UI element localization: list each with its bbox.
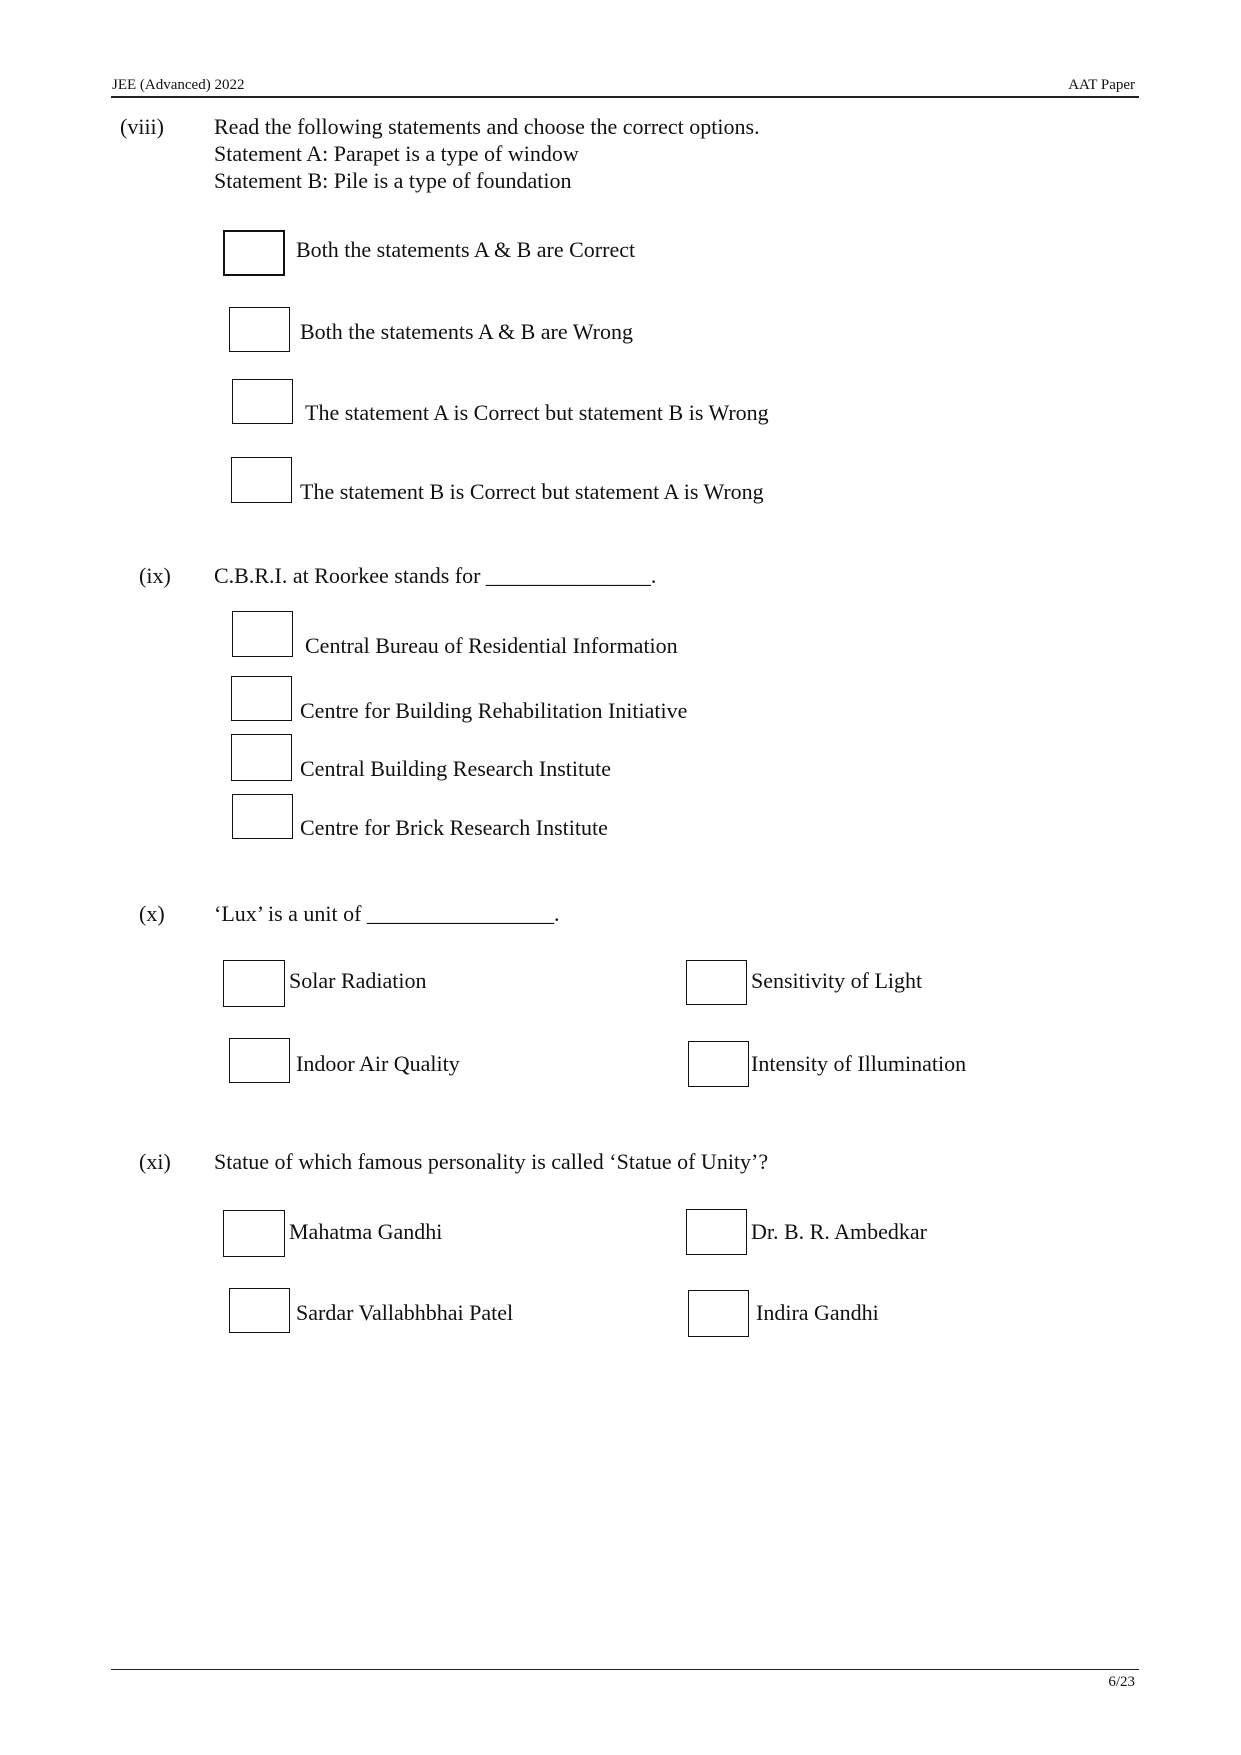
question-text: ‘Lux’ is a unit of _________________. xyxy=(214,901,560,926)
option-checkbox[interactable] xyxy=(686,960,747,1005)
option-checkbox[interactable] xyxy=(223,960,285,1007)
option-label: Dr. B. R. Ambedkar xyxy=(751,1219,927,1244)
statement-a: Statement A: Parapet is a type of window xyxy=(214,141,579,166)
option-label: Centre for Brick Research Institute xyxy=(300,815,608,840)
option-label: Indoor Air Quality xyxy=(296,1051,460,1076)
question-number: (xi) xyxy=(139,1149,171,1174)
option-checkbox[interactable] xyxy=(223,1210,285,1257)
option-label: The statement B is Correct but statement A is Wrong xyxy=(300,479,764,504)
question-text: Read the following statements and choose the correct options. xyxy=(214,114,760,139)
option-checkbox[interactable] xyxy=(688,1290,749,1337)
option-label: Solar Radiation xyxy=(289,968,427,993)
question-number: (viii) xyxy=(120,114,164,139)
option-checkbox[interactable] xyxy=(686,1209,747,1255)
question-number: (ix) xyxy=(139,563,171,588)
option-checkbox[interactable] xyxy=(232,794,293,839)
question-text: C.B.R.I. at Roorkee stands for _______________. xyxy=(214,563,657,588)
option-label: The statement A is Correct but statement B is Wrong xyxy=(305,400,769,425)
option-label: Central Building Research Institute xyxy=(300,756,611,781)
option-checkbox[interactable] xyxy=(232,379,293,424)
option-label: Both the statements A & B are Wrong xyxy=(300,319,633,344)
question-text: Statue of which famous personality is called ‘Statue of Unity’? xyxy=(214,1149,769,1174)
option-label: Centre for Building Rehabilitation Initiative xyxy=(300,698,688,723)
option-label: Mahatma Gandhi xyxy=(289,1219,443,1244)
option-checkbox[interactable] xyxy=(229,1038,290,1083)
option-label: Indira Gandhi xyxy=(756,1300,879,1325)
option-checkbox[interactable] xyxy=(231,457,292,503)
option-checkbox[interactable] xyxy=(231,676,292,721)
page-number: 6/23 xyxy=(1108,1674,1135,1690)
option-label: Both the statements A & B are Correct xyxy=(296,237,636,262)
question-number: (x) xyxy=(139,901,165,926)
option-checkbox[interactable] xyxy=(688,1041,749,1087)
option-checkbox[interactable] xyxy=(229,307,290,352)
option-label: Central Bureau of Residential Information xyxy=(305,633,678,658)
option-checkbox[interactable] xyxy=(223,230,285,276)
option-label: Intensity of Illumination xyxy=(751,1051,967,1076)
footer-rule xyxy=(111,1669,1139,1670)
header-right: AAT Paper xyxy=(1068,77,1135,93)
option-checkbox[interactable] xyxy=(229,1288,290,1333)
option-checkbox[interactable] xyxy=(232,611,293,657)
option-checkbox[interactable] xyxy=(231,734,292,781)
statement-b: Statement B: Pile is a type of foundation xyxy=(214,168,572,193)
option-label: Sardar Vallabhbhai Patel xyxy=(296,1300,514,1325)
header-left: JEE (Advanced) 2022 xyxy=(112,77,245,93)
option-label: Sensitivity of Light xyxy=(751,968,923,993)
header-rule xyxy=(111,96,1139,98)
